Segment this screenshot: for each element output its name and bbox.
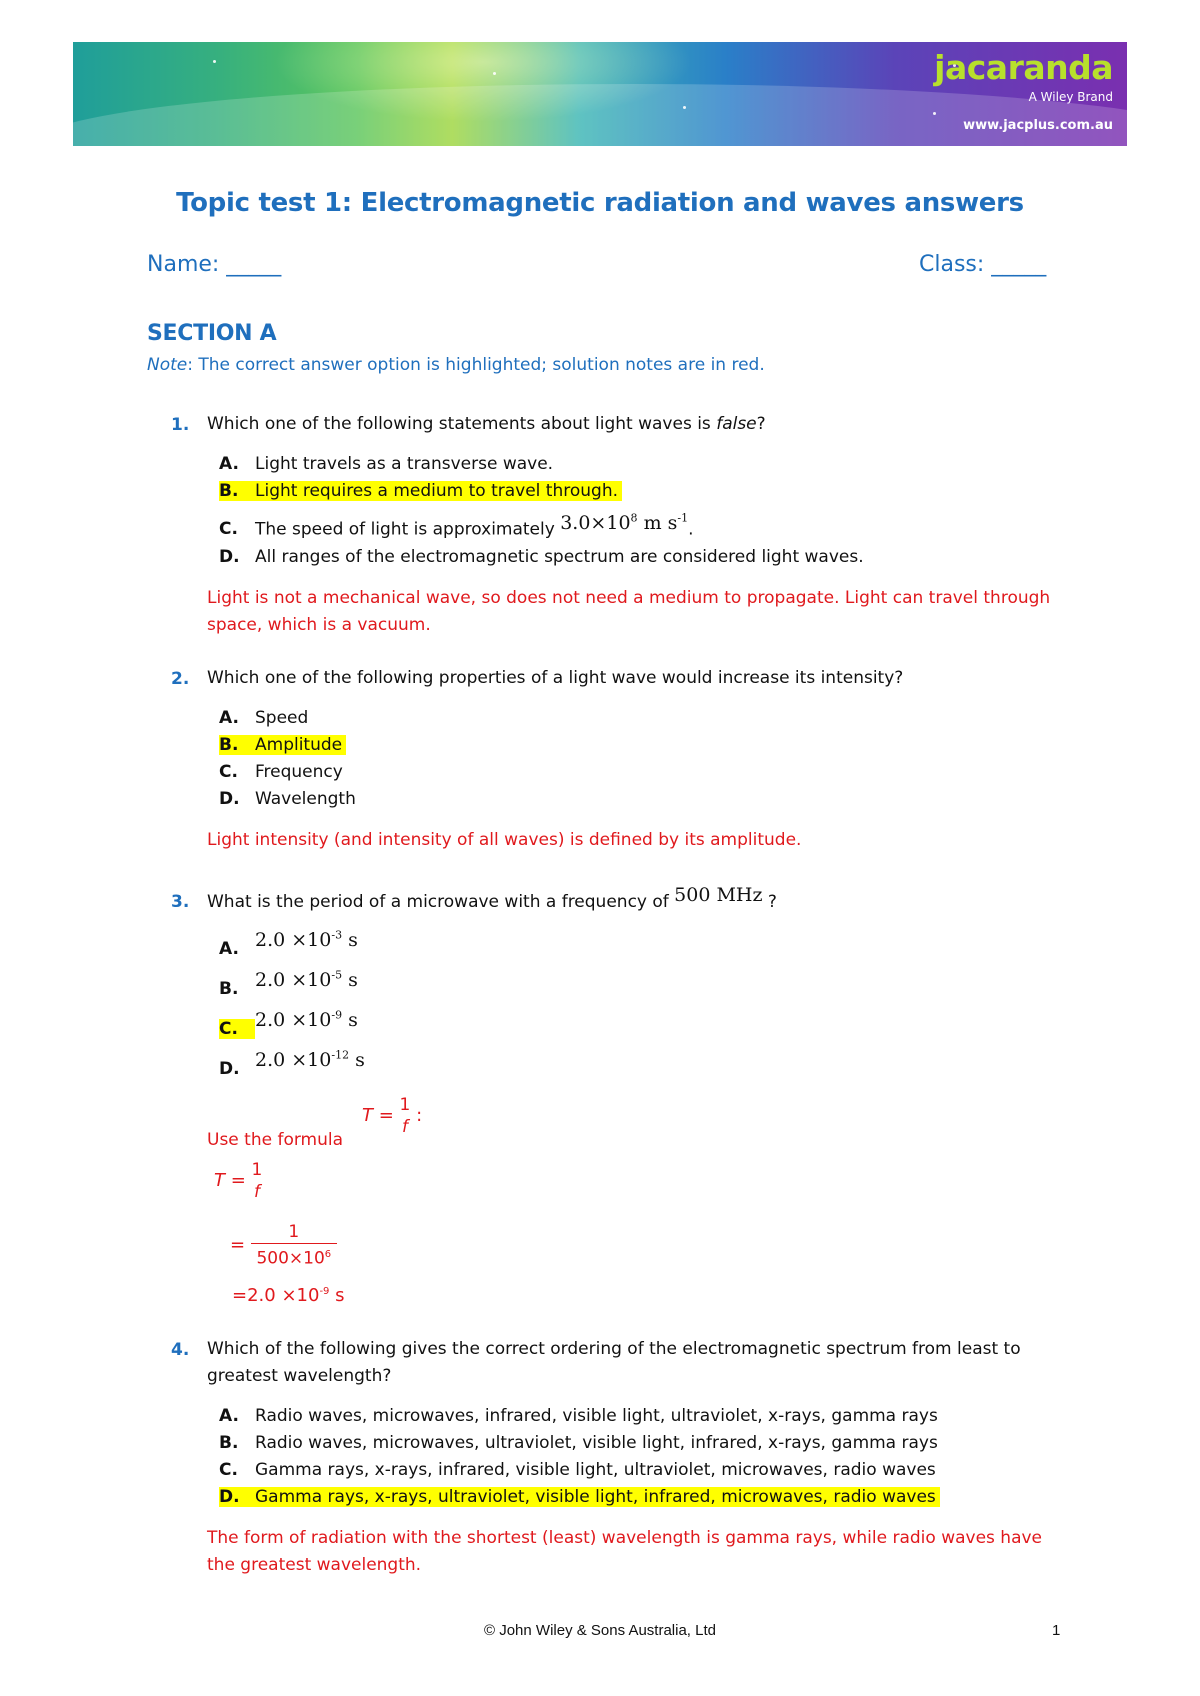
q1-option-a [219, 454, 553, 474]
question-3-number: 3. [171, 892, 190, 912]
option-letter-highlighted: C. [219, 1019, 255, 1039]
banner-sparkle [683, 106, 686, 109]
q4-option-c [219, 1460, 936, 1480]
option-letter: B. [219, 481, 239, 501]
q2-option-c [219, 762, 343, 782]
option-text: Wavelength [255, 789, 356, 809]
option-math [255, 1049, 365, 1071]
math-unit-exponent: -1 [677, 512, 689, 525]
math-base: 2.0 ×10 [255, 929, 332, 952]
q4-option-d-correct [219, 1487, 940, 1507]
q4-option-b [219, 1433, 938, 1453]
step-fraction [251, 1221, 337, 1270]
option-math [255, 1009, 358, 1031]
q2-option-a [219, 708, 308, 728]
step-unit: s [329, 1285, 345, 1306]
q3-text-main: What is the period of a microwave with a frequency of [207, 892, 669, 912]
fraction-denominator: f [253, 1182, 260, 1202]
jacplus-url[interactable]: www.jacplus.com.au [963, 118, 1113, 133]
page-title: Topic test 1: Electromagnetic radiation and waves answers [176, 188, 1024, 218]
fraction-denominator: f [401, 1117, 408, 1137]
q3-option-a [219, 929, 358, 960]
q4-solution: The form of radiation with the shortest (least) wavelength is gamma rays, while radio waves have the greatest wavelength. [207, 1528, 1043, 1575]
copyright-footer: © John Wiley & Sons Australia, Ltd [484, 1622, 716, 1639]
option-letter: D. [219, 547, 240, 567]
den-exponent: 6 [324, 1249, 332, 1260]
q3-option-c-correct [219, 1009, 358, 1040]
step-exponent: -9 [319, 1286, 330, 1297]
q3-option-d [219, 1049, 365, 1080]
formula-fraction [400, 1094, 411, 1138]
q3-text-tail: ? [767, 892, 777, 912]
option-letter: D. [219, 789, 240, 809]
q3-option-b [219, 969, 358, 1000]
formula-colon: : [416, 1105, 423, 1126]
class-field-label: Class: _____ [919, 252, 1047, 277]
q1-option-b-correct [219, 481, 622, 501]
option-text: Light requires a medium to travel through. [255, 481, 619, 501]
math-base: 2.0 ×10 [255, 969, 332, 992]
option-letter: B. [219, 735, 239, 755]
step-equals: = [232, 1285, 248, 1306]
frequency-math: 500 MHz [674, 884, 763, 906]
jacaranda-logo: jacaranda [934, 48, 1113, 87]
option-letter: A. [219, 939, 239, 960]
option-math [255, 969, 358, 991]
question-2-text: Which one of the following properties of a light wave would increase its intensity? [207, 668, 904, 688]
math-unit: s [349, 1049, 365, 1072]
q4-option-a [219, 1406, 938, 1426]
step-base: 2.0 ×10 [247, 1285, 320, 1306]
note-italic: Note [147, 355, 188, 375]
option-letter: D. [219, 1487, 240, 1507]
option-letter: C. [219, 519, 238, 540]
formula-inline [362, 1094, 422, 1138]
option-letter: B. [219, 979, 239, 1000]
option-text: Radio waves, microwaves, infrared, visible light, ultraviolet, x-rays, gamma rays [255, 1406, 938, 1426]
option-letter: C. [219, 1460, 238, 1480]
q1-text-emphasis: false [716, 414, 757, 434]
math-base: 2.0 ×10 [255, 1049, 332, 1072]
option-text: Gamma rays, x-rays, infrared, visible light, ultraviolet, microwaves, radio waves [255, 1460, 936, 1480]
question-2-number: 2. [171, 669, 190, 689]
banner-sparkle [213, 60, 216, 63]
question-4-text: Which of the following gives the correct ordering of the electromagnetic spectrum from least to greatest wavelength? [207, 1339, 1021, 1386]
formula-t: T = [362, 1105, 394, 1126]
math-exponent: 8 [630, 512, 638, 525]
math-base: 2.0 ×10 [255, 1009, 332, 1032]
banner-sparkle [933, 112, 936, 115]
den-base: 500×10 [256, 1248, 325, 1269]
header-banner [73, 42, 1127, 146]
option-text: Light travels as a transverse wave. [255, 454, 554, 474]
q3-solution-intro: Use the formula [207, 1130, 344, 1150]
math-exponent: -5 [331, 969, 343, 982]
q1-solution: Light is not a mechanical wave, so does not need a medium to propagate. Light can travel through space, which is a vacuum. [207, 588, 1051, 635]
fraction-numerator: 1 [251, 1160, 263, 1180]
question-1-text [207, 411, 1067, 438]
solution-step-3 [232, 1285, 345, 1306]
q1-text-post: ? [756, 414, 766, 434]
math-unit: s [342, 929, 358, 952]
q2-option-d [219, 789, 356, 809]
name-field-label: Name: _____ [147, 252, 282, 277]
q2-solution: Light intensity (and intensity of all waves) is defined by its amplitude. [207, 830, 802, 850]
question-1-number: 1. [171, 415, 190, 435]
math-exponent: -3 [331, 929, 343, 942]
answer-note [147, 355, 765, 375]
question-3-text [207, 884, 1067, 916]
option-letter: A. [219, 1406, 239, 1426]
fraction-denominator [251, 1243, 337, 1270]
solution-step-1 [214, 1159, 262, 1203]
step-fraction [252, 1159, 263, 1203]
solution-step-2 [230, 1221, 337, 1270]
q1-text-pre: Which one of the following statements about light waves is [207, 414, 717, 434]
math-unit: m s [637, 512, 678, 535]
note-text: : The correct answer option is highlighted; solution notes are in red. [187, 355, 765, 375]
option-text: Speed [255, 708, 309, 728]
q1-option-c [219, 512, 694, 540]
page-number: 1 [1052, 1622, 1061, 1639]
option-text: Gamma rays, x-rays, ultraviolet, visible light, infrared, microwaves, radio waves [255, 1487, 936, 1507]
math-base: 3.0×10 [560, 512, 631, 535]
math-unit: s [342, 1009, 358, 1032]
wiley-brand-text: A Wiley Brand [1028, 90, 1113, 104]
option-letter: A. [219, 708, 239, 728]
option-math [255, 929, 358, 951]
banner-sparkle [493, 72, 496, 75]
section-heading: SECTION A [147, 321, 277, 346]
banner-wave [73, 84, 1127, 146]
fraction-numerator: 1 [399, 1095, 411, 1115]
question-4-number: 4. [171, 1340, 190, 1360]
option-tail: . [688, 519, 694, 540]
option-text: All ranges of the electromagnetic spectrum are considered light waves. [255, 547, 864, 567]
q2-option-b-correct [219, 735, 346, 755]
option-text: Radio waves, microwaves, ultraviolet, visible light, infrared, x-rays, gamma rays [255, 1433, 938, 1453]
math-exponent: -12 [331, 1049, 350, 1062]
option-text: Frequency [255, 762, 343, 782]
fraction-numerator: 1 [288, 1222, 300, 1242]
q1-option-d [219, 547, 864, 567]
option-text: Amplitude [255, 735, 343, 755]
speed-of-light-math [560, 512, 688, 534]
option-letter: D. [219, 1059, 240, 1080]
option-letter: B. [219, 1433, 239, 1453]
option-letter: A. [219, 454, 239, 474]
step-t: T = [214, 1170, 246, 1191]
option-letter: C. [219, 762, 238, 782]
math-exponent: -9 [331, 1009, 343, 1022]
math-unit: s [342, 969, 358, 992]
step-equals: = [230, 1234, 246, 1256]
option-text: The speed of light is approximately [255, 519, 555, 540]
